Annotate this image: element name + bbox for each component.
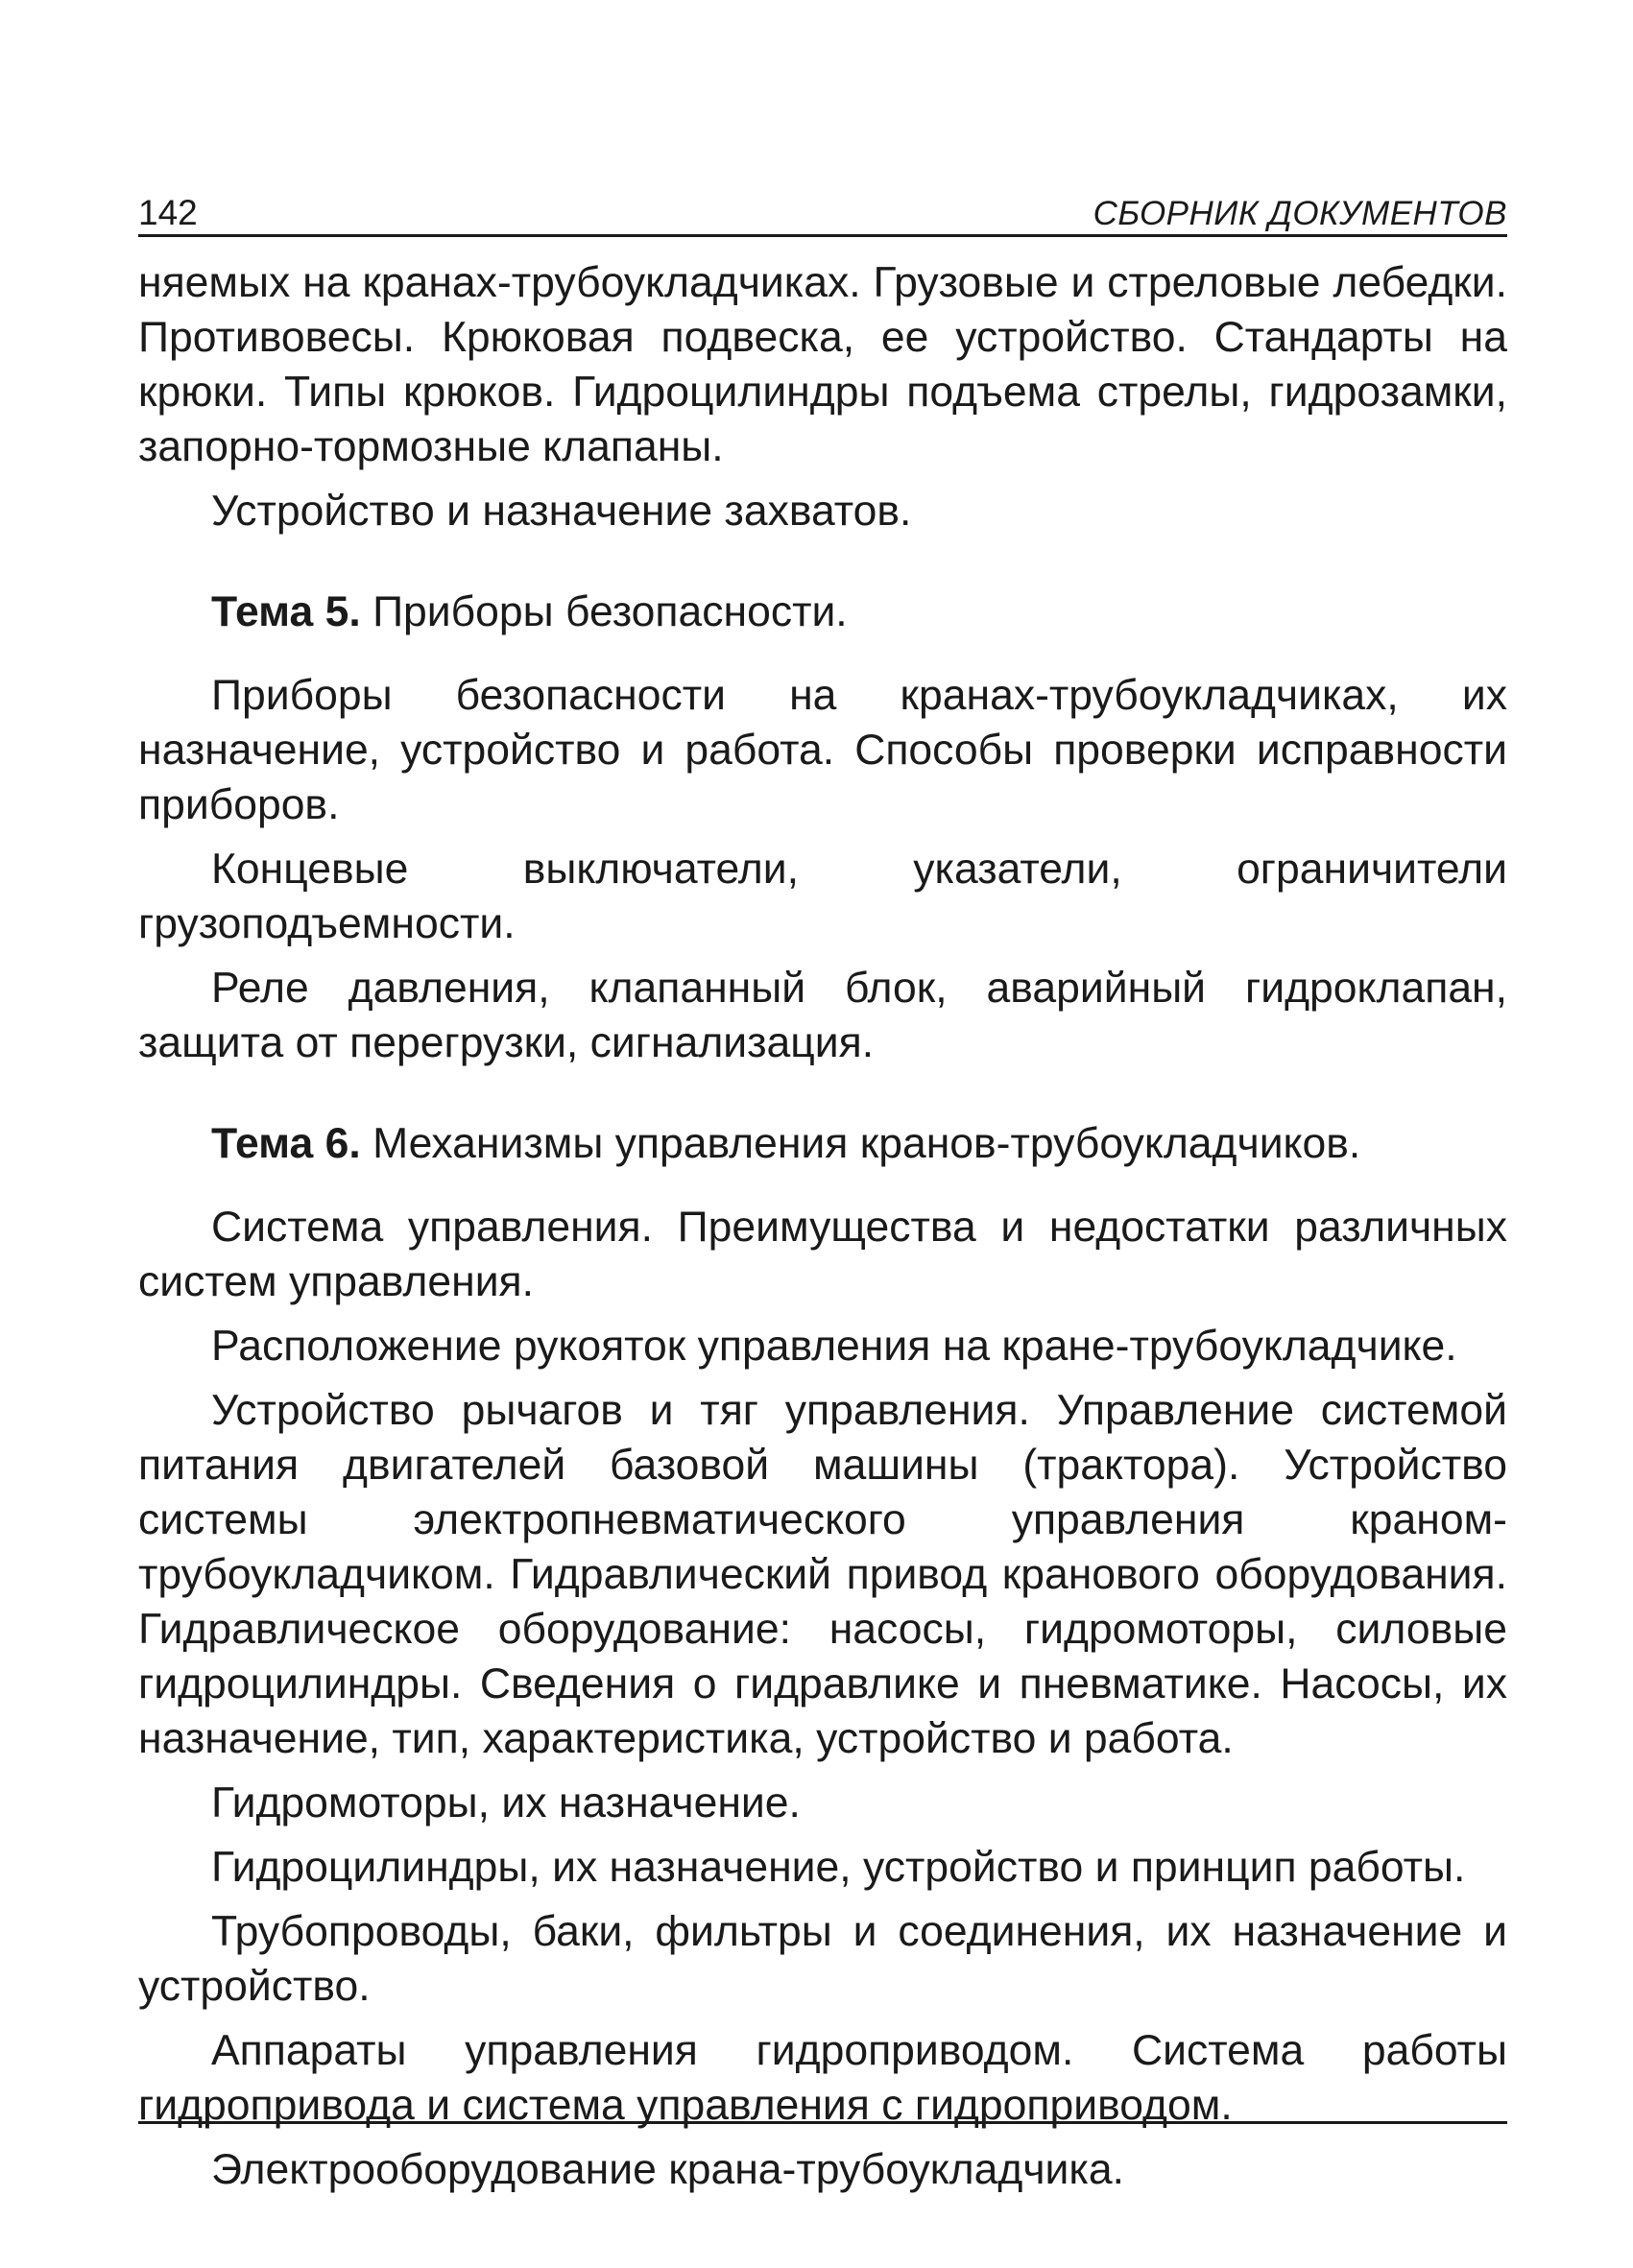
paragraph: Трубопроводы, баки, фильтры и соединения, их назначение и устройство. [138, 1908, 1507, 2010]
page-header [138, 180, 1507, 237]
paragraph: Устройство и назначение захватов. [211, 488, 912, 535]
page-number: 142 [138, 193, 198, 232]
paragraph: Гидроцилиндры, их назначение, устройство и принцип работы. [211, 1844, 1466, 1891]
paragraph: Концевые выключатели, указатели, ограничители грузоподъемности. [138, 846, 1507, 947]
paragraph: Гидромоторы, их назначение. [211, 1779, 801, 1826]
topic-heading-5 [138, 585, 1507, 639]
paragraph: Реле давления, клапанный блок, аварийный гидроклапан, защита от перегрузки, сигнализация. [138, 965, 1507, 1066]
paragraph: Расположение рукояток управления на кране-трубоукладчике. [211, 1323, 1457, 1370]
topic-label: Тема 5. [211, 588, 361, 635]
body-text [138, 255, 1507, 2207]
running-title: СБОРНИК ДОКУМЕНТОВ [1093, 195, 1507, 232]
topic-label: Тема 6. [211, 1120, 361, 1167]
footer-rule [138, 2121, 1507, 2124]
paragraph: Электрооборудование крана-трубоукладчика. [211, 2146, 1124, 2193]
paragraph-continued: няемых на кранах-трубоукладчиках. Грузовые и стреловые лебедки. Противовесы. Крюковая подвеска, ее устройство. Стандарты на крюки. Типы крюков. Гидроцилиндры подъема стрелы, гидрозамки, запорно-тормозные клапаны. [138, 259, 1507, 470]
paragraph: Устройство рычагов и тяг управления. Управление системой питания двигателей базовой машины (трактора). Устройство системы электропневматического управления краном-трубоукладчиком. Гидравлический привод кранового оборудования. Гидравлическое оборудование: насосы, гидромоторы, силовые гидроцилиндры. Сведения о гидравлике и пневматике. Насосы, их назначение, тип, характеристика, устройство и работа. [138, 1387, 1507, 1762]
paragraph: Аппараты управления гидроприводом. Система работы гидропривода и система управления с гидроприводом. [138, 2027, 1507, 2129]
paragraph: Система управления. Преимущества и недостатки различных систем управления. [138, 1204, 1507, 1305]
topic-heading-6 [138, 1116, 1507, 1171]
topic-title: Приборы безопасности. [372, 588, 848, 635]
topic-title: Механизмы управления кранов-трубоукладчиков. [372, 1120, 1361, 1167]
paragraph: Приборы безопасности на кранах-трубоукладчиках, их назначение, устройство и работа. Способы проверки исправности приборов. [138, 672, 1507, 828]
